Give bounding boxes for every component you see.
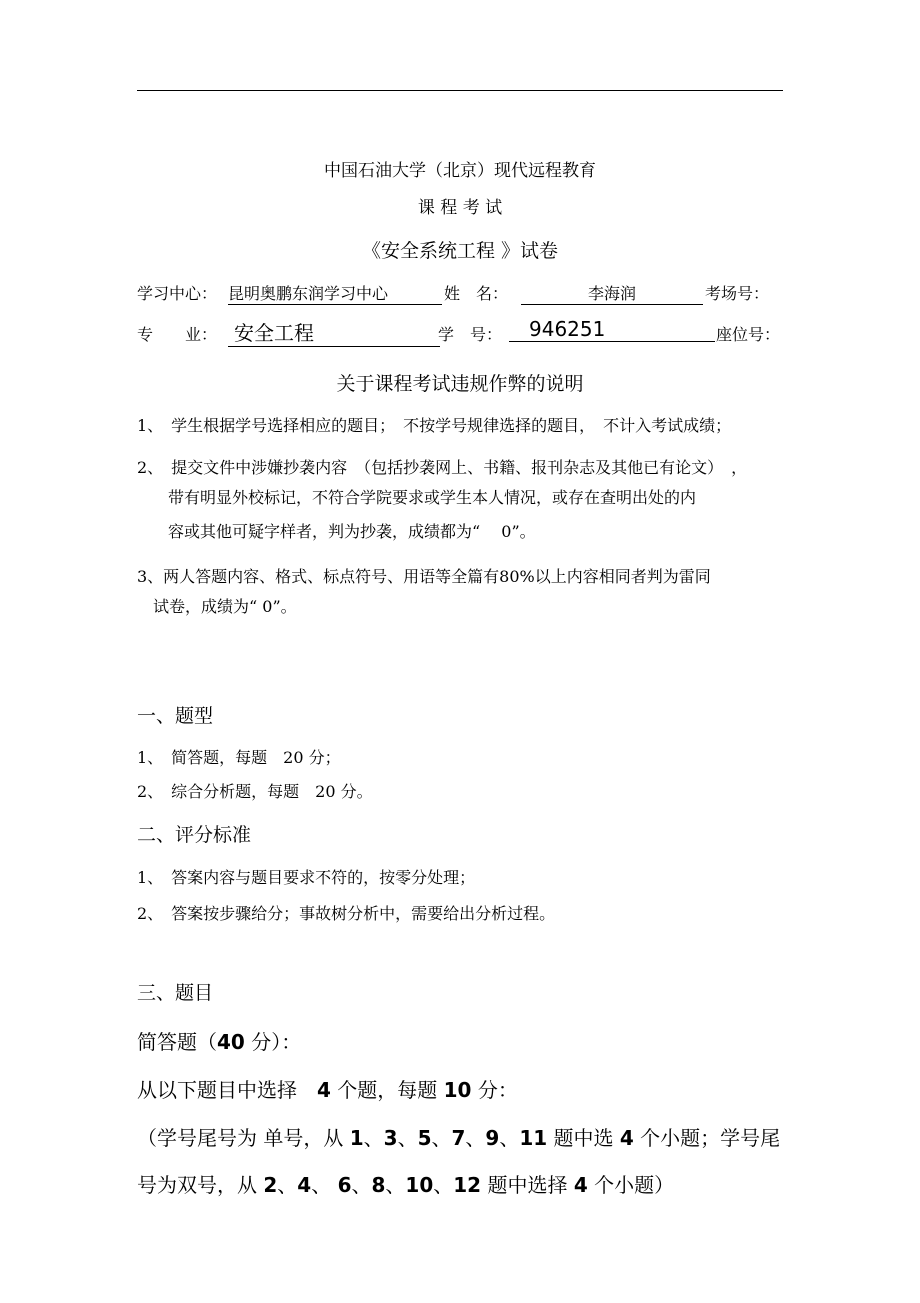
note-number: 7 — [451, 1126, 466, 1150]
rule-3-line-2: 试卷，成绩为“ 0”。 — [153, 597, 297, 616]
note-text: （学号尾号为 单号，从 — [137, 1126, 350, 1150]
short-answer-text: 分）： — [244, 1030, 302, 1054]
note-text: 、 — [465, 1126, 486, 1150]
note-number: 4 — [573, 1173, 588, 1197]
instruction-number: 4 — [317, 1078, 331, 1102]
exam-type: 课 程 考 试 — [417, 198, 503, 218]
section-1-item: 1、 简答题，每题 20 分； — [137, 748, 341, 767]
odd-number-note — [137, 1122, 780, 1151]
instruction-text: 分： — [471, 1078, 518, 1102]
even-number-note — [137, 1169, 674, 1198]
rule-2-line-2: 带有明显外校标记，不符合学院要求或学生本人情况，或存在查明出处的内 — [168, 488, 697, 507]
note-text: 、 — [433, 1173, 454, 1197]
short-answer-heading — [137, 1026, 301, 1055]
note-text: 个小题；学号尾 — [633, 1126, 781, 1150]
note-text: 、 — [431, 1126, 452, 1150]
selection-instruction — [137, 1074, 518, 1103]
note-number: 4 — [297, 1173, 312, 1197]
note-text: 题中选择 — [481, 1173, 574, 1197]
major-value: 安全工程 — [228, 317, 440, 347]
note-number: 1 — [349, 1126, 364, 1150]
major-label: 专 业： — [137, 325, 218, 344]
id-value: 946251 — [509, 317, 715, 342]
short-answer-score: 40 — [217, 1030, 245, 1054]
note-number: 4 — [619, 1126, 634, 1150]
note-text: 、 — [277, 1173, 298, 1197]
paper-title: 《安全系统工程 》试卷 — [361, 240, 559, 262]
note-number: 11 — [519, 1126, 548, 1150]
section-2-heading: 二、评分标准 — [137, 824, 252, 846]
instruction-number: 10 — [443, 1078, 472, 1102]
rule-2-line-1: 2、 提交文件中涉嫌抄袭内容 （包括抄袭网上、书籍、报刊杂志及其他已有论文） ， — [137, 458, 748, 477]
rule-3-line-1: 3、两人答题内容、格式、标点符号、用语等全篇有80%以上内容相同者判为雷同 — [137, 567, 711, 586]
instruction-text: 从以下题目中选择 — [137, 1078, 317, 1102]
center-value: 昆明奥鹏东润学习中心 — [228, 281, 442, 305]
note-text: 、 — [351, 1173, 372, 1197]
note-text: 号为双号，从 — [137, 1173, 264, 1197]
note-number: 10 — [405, 1173, 434, 1197]
note-number: 6 — [337, 1173, 352, 1197]
id-label: 学 号： — [438, 325, 503, 344]
short-answer-text: 简答题（ — [137, 1030, 217, 1054]
center-label: 学习中心： — [137, 284, 218, 303]
instruction-text: 个题，每题 — [330, 1078, 444, 1102]
name-value: 李海润 — [521, 281, 703, 305]
section-2-item: 1、 答案内容与题目要求不符的，按零分处理； — [137, 868, 476, 887]
section-3-heading: 三、题目 — [137, 982, 214, 1004]
note-number: 8 — [371, 1173, 386, 1197]
rule-2-line-3: 容或其他可疑字样者，判为抄袭，成绩都为“ 0”。 — [168, 522, 536, 541]
seat-label: 座位号： — [716, 325, 781, 344]
name-label: 姓 名： — [444, 284, 509, 303]
header-rule — [137, 90, 783, 91]
note-number: 5 — [417, 1126, 432, 1150]
note-number: 12 — [453, 1173, 482, 1197]
rule-1: 1、 学生根据学号选择相应的题目； 不按学号规律选择的题目， 不计入考试成绩； — [137, 416, 732, 435]
institution-name: 中国石油大学（北京）现代远程教育 — [324, 161, 596, 181]
rules-title: 关于课程考试违规作弊的说明 — [336, 373, 584, 395]
section-1-heading: 一、题型 — [137, 705, 214, 727]
note-text: 、 — [311, 1173, 338, 1197]
note-number: 2 — [263, 1173, 278, 1197]
note-number: 3 — [383, 1126, 398, 1150]
note-text: 题中选 — [547, 1126, 620, 1150]
note-text: 、 — [397, 1126, 418, 1150]
note-number: 9 — [485, 1126, 500, 1150]
room-label: 考场号： — [705, 284, 770, 303]
section-1-item: 2、 综合分析题，每题 20 分。 — [137, 782, 373, 801]
note-text: 、 — [499, 1126, 520, 1150]
note-text: 、 — [363, 1126, 384, 1150]
section-2-item: 2、 答案按步骤给分；事故树分析中，需要给出分析过程。 — [137, 904, 556, 923]
note-text: 个小题） — [587, 1173, 675, 1197]
note-text: 、 — [385, 1173, 406, 1197]
